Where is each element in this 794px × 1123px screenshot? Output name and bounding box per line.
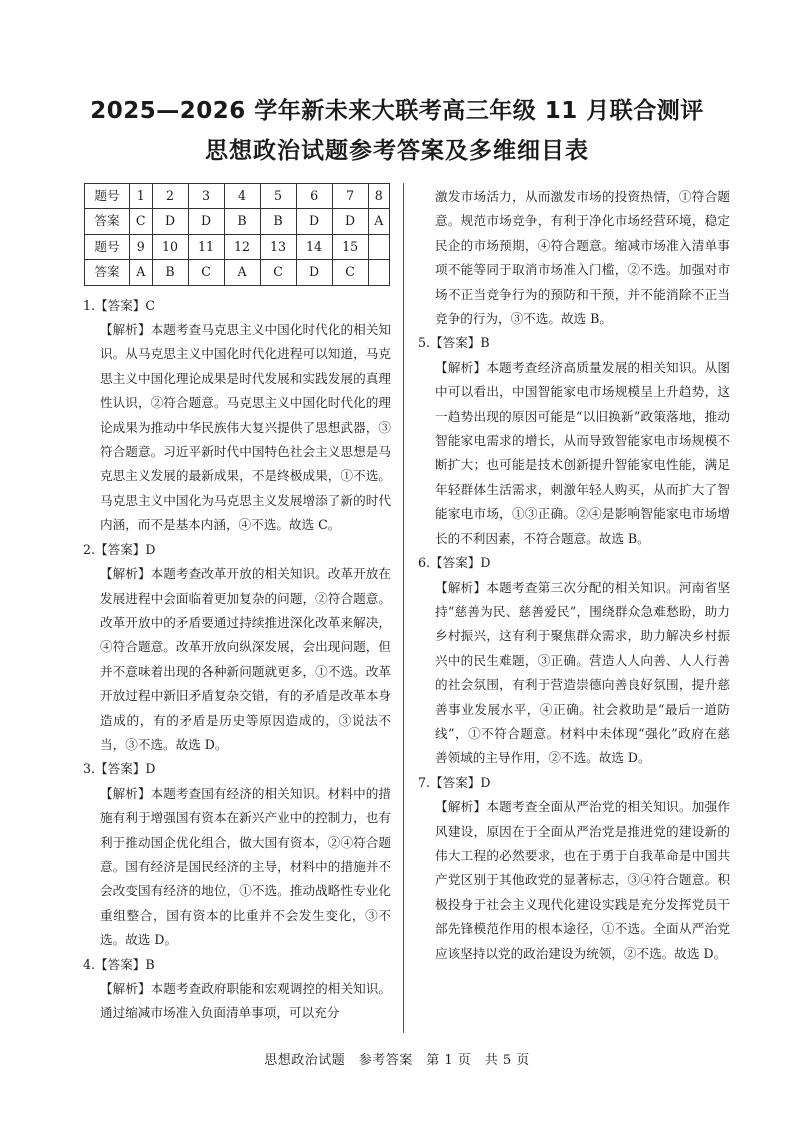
question-answer-heading: 2.【答案】D xyxy=(83,541,156,557)
table-row xyxy=(85,209,390,234)
table-cell: B xyxy=(224,209,260,234)
question-answer-heading: 6.【答案】D xyxy=(418,555,491,571)
table-row-label: 答案 xyxy=(85,260,130,285)
question-answer-heading: 3.【答案】D xyxy=(83,761,156,777)
question-explanation: 【解析】本题考查马克思主义中国化时代化的相关知识。从马克思主义中国化时代化进程可以知道，马克思主义中国化理论成果是时代发展和实践发展的真理性认识，②符合题意。马克思主义中国化时代化的理论成果为推动中华民族伟大复兴提供了思想武器，③符合题意。习近平新时代中国特色社会主义思想是马克思主义发展的最新成果，不是终极成果，①不选。马克思主义中国化为马克思主义发展增添了新的时代内涵，而不是基本内涵，④不选。故选 C。 xyxy=(100,322,391,533)
table-cell: 12 xyxy=(224,234,260,259)
table-cell: C xyxy=(188,260,224,285)
table-row xyxy=(85,260,390,285)
left-column xyxy=(83,183,391,1026)
table-cell: 4 xyxy=(224,184,260,209)
question-explanation-part-1: 【解析】本题考查政府职能和宏观调控的相关知识。通过缩减市场准入负面清单事项，可以充分 xyxy=(100,981,391,1021)
question-answer-heading: 4.【答案】B xyxy=(83,956,155,972)
table-row-label: 答案 xyxy=(85,209,130,234)
table-cell: 13 xyxy=(260,234,296,259)
table-cell: 5 xyxy=(260,184,296,209)
table-cell: D xyxy=(152,209,188,234)
question-answer-heading: 1.【答案】C xyxy=(83,297,156,313)
question-2 xyxy=(83,538,391,758)
question-explanation: 【解析】本题考查国有经济的相关知识。材料中的措施有利于增强国有资本在新兴产业中的控制力，也有利于推动国企优化组合，做大国有资本，②④符合题意。国有经济是国民经济的主导，材料中的措施并不会改变国有经济的地位，①不选。推动战略性专业化重组整合，国有资本的比重并不会发生变化，③不选。故选 D。 xyxy=(100,785,391,948)
table-cell xyxy=(368,260,389,285)
question-1 xyxy=(83,294,391,538)
table-cell: 7 xyxy=(332,184,368,209)
table-cell: 10 xyxy=(152,234,188,259)
title-line-2: 思想政治试题参考答案及多维细目表 xyxy=(205,138,589,164)
table-cell: 9 xyxy=(130,234,153,259)
right-column xyxy=(418,185,730,966)
table-cell: C xyxy=(260,260,296,285)
table-row xyxy=(85,184,390,209)
question-7 xyxy=(418,771,730,966)
table-cell: D xyxy=(296,260,332,285)
table-cell: 1 xyxy=(130,184,153,209)
question-answer-heading: 5.【答案】B xyxy=(418,335,490,351)
table-cell: 14 xyxy=(296,234,332,259)
table-row-label: 题号 xyxy=(85,234,130,259)
table-cell: D xyxy=(296,209,332,234)
table-cell: B xyxy=(152,260,188,285)
table-cell: 15 xyxy=(332,234,368,259)
table-cell: A xyxy=(368,209,389,234)
table-cell: B xyxy=(260,209,296,234)
question-5 xyxy=(418,331,730,551)
question-explanation: 【解析】本题考查经济高质量发展的相关知识。从图中可以看出，中国智能家电市场规模呈上升趋势，这一趋势出现的原因可能是“以旧换新”政策落地，推动智能家电需求的增长，从而导致智能家电市场规模不断扩大；也可能是技术创新提升智能家电性能，满足年轻群体生活需求，刺激年轻人购买，从而扩大了智能家电市场，①③正确。②④是影响智能家电市场增长的不利因素，不符合题意。故选 B。 xyxy=(435,359,730,546)
table-row xyxy=(85,234,390,259)
question-explanation-part-2: 激发市场活力，从而激发市场的投资热情，①符合题意。规范市场竞争，有利于净化市场经营环境，稳定民企的市场预期，④符合题意。缩减市场准入清单事项不能等同于取消市场准入门槛，②不选。加强对市场不正当竞争行为的预防和干预，并不能消除不正当竞争的行为，③不选。故选 B。 xyxy=(435,189,730,327)
page-footer: 思想政治试题 参考答案 第 1 页 共 5 页 xyxy=(264,1053,530,1068)
table-cell: D xyxy=(188,209,224,234)
table-cell: 3 xyxy=(188,184,224,209)
question-answer-heading: 7.【答案】D xyxy=(418,774,491,790)
table-cell: 2 xyxy=(152,184,188,209)
answer-table xyxy=(84,183,390,286)
table-cell: 6 xyxy=(296,184,332,209)
table-cell: A xyxy=(130,260,153,285)
table-cell: A xyxy=(224,260,260,285)
table-row-label: 题号 xyxy=(85,184,130,209)
question-4 xyxy=(83,953,391,1026)
column-divider xyxy=(403,183,404,1033)
title-line-1: 2025—2026 学年新未来大联考高三年级 11 月联合测评 xyxy=(90,98,704,124)
question-3 xyxy=(83,757,391,952)
table-cell: D xyxy=(332,209,368,234)
table-cell: 8 xyxy=(368,184,389,209)
table-cell: C xyxy=(332,260,368,285)
table-cell: C xyxy=(130,209,153,234)
question-explanation: 【解析】本题考查全面从严治党的相关知识。加强作风建设，原因在于全面从严治党是推进党的建设新的伟大工程的必然要求，也在于勇于自我革命是中国共产党区别于其他政党的显著标志，③④符合题意。积极投身于社会主义现代化建设实践是充分发挥党员干部先锋模范作用的根本途径，①不选。全面从严治党应该坚持以党的政治建设为统领，②不选。故选 D。 xyxy=(435,799,730,961)
question-6 xyxy=(418,551,730,771)
question-explanation: 【解析】本题考查第三次分配的相关知识。河南省坚持“慈善为民、慈善爱民”，围绕群众急难愁盼，助力乡村振兴，这有利于聚焦群众需求，助力解决乡村振兴中的民生难题，③正确。营造人人向善、人人行善的社会氛围，有利于营造崇德向善良好氛围，提升慈善事业发展水平，④正确。社会救助是“最后一道防线”，①不符合题意。材料中未体现“强化”政府在慈善领域的主导作用，②不选。故选 D。 xyxy=(435,579,730,766)
question-explanation: 【解析】本题考查改革开放的相关知识。改革开放在发展进程中会面临着更加复杂的问题，②符合题意。改革开放中的矛盾要通过持续推进深化改革来解决，④符合题意。改革开放向纵深发展，会出现问题，但并不意味着出现的各种新问题就更多，①不选。改革开放过程中新旧矛盾复杂交错，有的矛盾是改革本身造成的，有的矛盾是历史等原因造成的，③说法不当，③不选。故选 D。 xyxy=(100,566,391,752)
table-cell xyxy=(368,234,389,259)
table-cell: 11 xyxy=(188,234,224,259)
